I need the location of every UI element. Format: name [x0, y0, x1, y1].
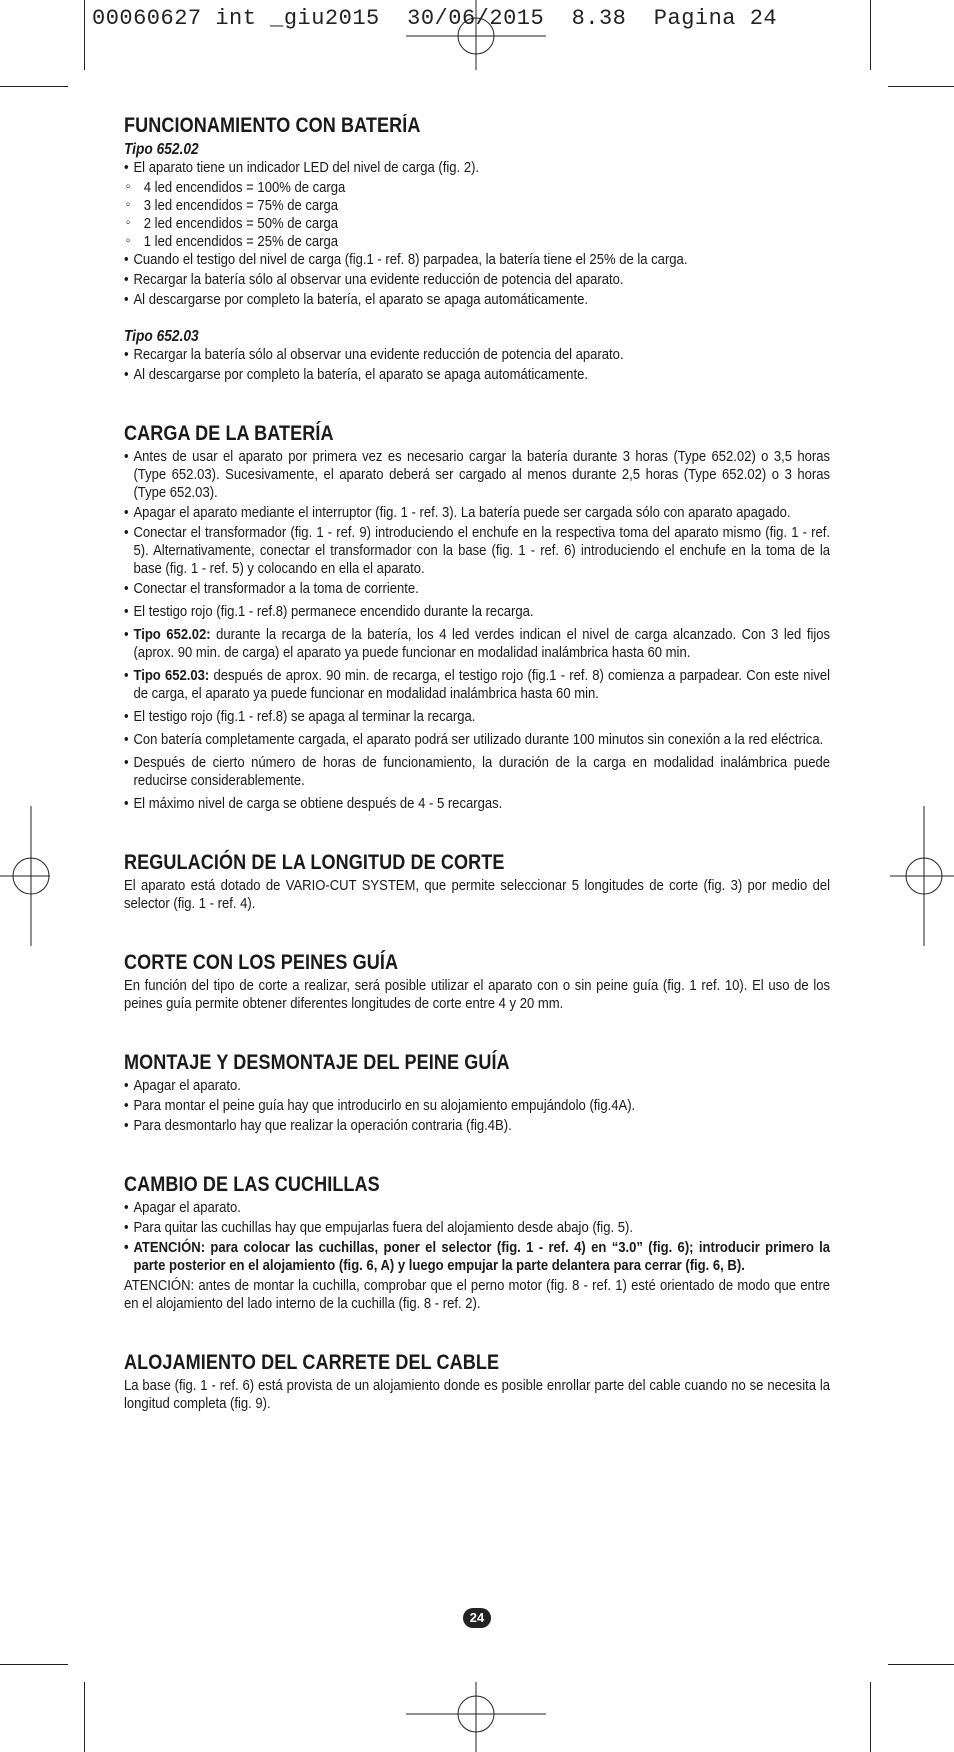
- page-content: [124, 114, 830, 1413]
- sub-list-item: ◦ 4 led encendidos = 100% de carga: [124, 179, 830, 197]
- list-item: • Conectar el transformador a la toma de corriente.: [124, 580, 830, 598]
- list-item: • El testigo rojo (fig.1 - ref.8) permanece encendido durante la recarga.: [124, 603, 830, 621]
- list-item: • Para desmontarlo hay que realizar la operación contraria (fig.4B).: [124, 1117, 830, 1135]
- paragraph: El aparato está dotado de VARIO-CUT SYSTEM, que permite seleccionar 5 longitudes de corte (fig. 3) por medio del selector (fig. 1 - ref. 4).: [124, 877, 831, 912]
- section-montaje: [124, 1051, 830, 1135]
- list-item: • Conectar el transformador (fig. 1 - ref. 9) introduciendo el enchufe en la respectiva toma del aparato mismo (fig. 1 - ref. 5). Alternativamente, conectar el transformador con la base (fig. 1 - ref. 6) introduciendo el enchufe en la toma de la base (fig. 1 - ref. 5) y colocando en ella el aparato.: [124, 524, 830, 578]
- list-item: • Al descargarse por completo la batería, el aparato se apaga automáticamente.: [124, 366, 830, 384]
- crop-mark: [0, 86, 68, 87]
- section-title: MONTAJE Y DESMONTAJE DEL PEINE GUÍA: [124, 1051, 510, 1074]
- list-item: • Después de cierto número de horas de funcionamiento, la duración de la carga en modalidad inalámbrica puede reducirse considerablemente.: [124, 754, 830, 790]
- list-item-warning: • ATENCIÓN: para colocar las cuchillas, poner el selector (fig. 1 - ref. 4) en “3.0” (fig. 6); introducir primero la parte posterior en el alojamiento (fig. 6, A) y luego empujar la parte delantera para cerrar (fig. 6, B).: [124, 1239, 830, 1275]
- registration-mark-top: [406, 0, 546, 70]
- subtitle-tipo-652-02: Tipo 652.02: [124, 141, 199, 158]
- section-title: FUNCIONAMIENTO CON BATERÍA: [124, 114, 421, 137]
- list-item: • Apagar el aparato.: [124, 1199, 830, 1217]
- sub-list-item: ◦ 2 led encendidos = 50% de carga: [124, 215, 830, 233]
- list-item: • Cuando el testigo del nivel de carga (fig.1 - ref. 8) parpadea, la batería tiene el 25% de la carga.: [124, 251, 830, 269]
- bold-lead: Tipo 652.03:: [133, 667, 210, 684]
- section-bateria: [124, 114, 830, 384]
- section-carga: [124, 422, 830, 813]
- list-item: • Apagar el aparato.: [124, 1077, 830, 1095]
- crop-mark: [870, 1682, 871, 1752]
- section-title: REGULACIÓN DE LA LONGITUD DE CORTE: [124, 851, 505, 874]
- section-peines: [124, 951, 830, 1013]
- crop-mark: [84, 1682, 85, 1752]
- registration-mark-right: [890, 806, 954, 946]
- list-item: • Con batería completamente cargada, el aparato podrá ser utilizado durante 100 minutos sin conexión a la red eléctrica.: [124, 731, 830, 749]
- page-number-badge: 24: [463, 1608, 491, 1628]
- crop-mark: [888, 1664, 954, 1665]
- paragraph: ATENCIÓN: antes de montar la cuchilla, comprobar que el perno motor (fig. 8 - ref. 1) esté orientado de modo que entre en el alojamiento del lado interno de la cuchilla (fig. 8 - ref. 2).: [124, 1277, 831, 1312]
- list-item: • El aparato tiene un indicador LED del nivel de carga (fig. 2).: [124, 159, 830, 177]
- bold-lead: Tipo 652.02:: [133, 626, 211, 643]
- section-title: CARGA DE LA BATERÍA: [124, 422, 334, 445]
- subtitle-tipo-652-03: Tipo 652.03: [124, 328, 199, 345]
- paragraph: En función del tipo de corte a realizar, será posible utilizar el aparato con o sin peine guía (fig. 1 ref. 10). El uso de los peines guía permite obtener diferentes longitudes de corte entre 4 y 20 mm.: [124, 977, 831, 1012]
- list-item: [124, 667, 830, 703]
- list-item: • Para montar el peine guía hay que introducirlo en su alojamiento empujándolo (fig.4A).: [124, 1097, 830, 1115]
- crop-mark: [888, 86, 954, 87]
- crop-mark: [0, 1664, 68, 1665]
- list-item: • Recargar la batería sólo al observar una evidente reducción de potencia del aparato.: [124, 346, 830, 364]
- sub-list-item: ◦ 3 led encendidos = 75% de carga: [124, 197, 830, 215]
- list-item: • Apagar el aparato mediante el interruptor (fig. 1 - ref. 3). La batería puede ser cargada sólo con aparato apagado.: [124, 504, 830, 522]
- section-title: ALOJAMIENTO DEL CARRETE DEL CABLE: [124, 1351, 500, 1374]
- list-item: • Al descargarse por completo la batería, el aparato se apaga automáticamente.: [124, 291, 830, 309]
- list-item: [124, 626, 830, 662]
- registration-mark-bottom: [406, 1682, 546, 1752]
- list-item: • El testigo rojo (fig.1 - ref.8) se apaga al terminar la recarga.: [124, 708, 830, 726]
- list-item-text: durante la recarga de la batería, los 4 led verdes indican el nivel de carga alcanzado. Con 3 led fijos (aprox. 90 min. de carga) el aparato ya puede funcionar en modalidad inalámbrica hasta 60 min.: [133, 626, 831, 661]
- registration-mark-left: [0, 806, 50, 946]
- list-item: • Antes de usar el aparato por primera vez es necesario cargar la batería durante 3 horas (Type 652.02) o 3,5 horas (Type 652.03). Sucesivamente, el aparato deberá ser cargado al menos durante 2,5 horas (Type 652.02) o 3 horas (Type 652.03).: [124, 448, 830, 502]
- sub-list-item: ◦ 1 led encendidos = 25% de carga: [124, 233, 830, 251]
- section-carrete: [124, 1351, 830, 1413]
- paragraph: La base (fig. 1 - ref. 6) está provista de un alojamiento donde es posible enrollar parte del cable cuando no se necesita la longitud completa (fig. 9).: [124, 1377, 831, 1412]
- print-slug: 00060627 int _giu2015 30/06/2015 8.38 Pagina 24: [92, 6, 778, 31]
- list-item-text: después de aprox. 90 min. de recarga, el testigo rojo (fig.1 - ref. 8) comienza a parpadear. Con este nivel de carga, el aparato ya puede funcionar en modalidad inalámbrica hasta 60 min.: [133, 667, 831, 702]
- section-regulacion: [124, 851, 830, 913]
- list-item: • El máximo nivel de carga se obtiene después de 4 - 5 recargas.: [124, 795, 830, 813]
- list-item: • Recargar la batería sólo al observar una evidente reducción de potencia del aparato.: [124, 271, 830, 289]
- section-cuchillas: [124, 1173, 830, 1313]
- section-title: CORTE CON LOS PEINES GUÍA: [124, 951, 399, 974]
- section-title: CAMBIO DE LAS CUCHILLAS: [124, 1173, 380, 1196]
- crop-mark: [84, 0, 85, 70]
- list-item: • Para quitar las cuchillas hay que empujarlas fuera del alojamiento desde abajo (fig. 5).: [124, 1219, 830, 1237]
- crop-mark: [870, 0, 871, 70]
